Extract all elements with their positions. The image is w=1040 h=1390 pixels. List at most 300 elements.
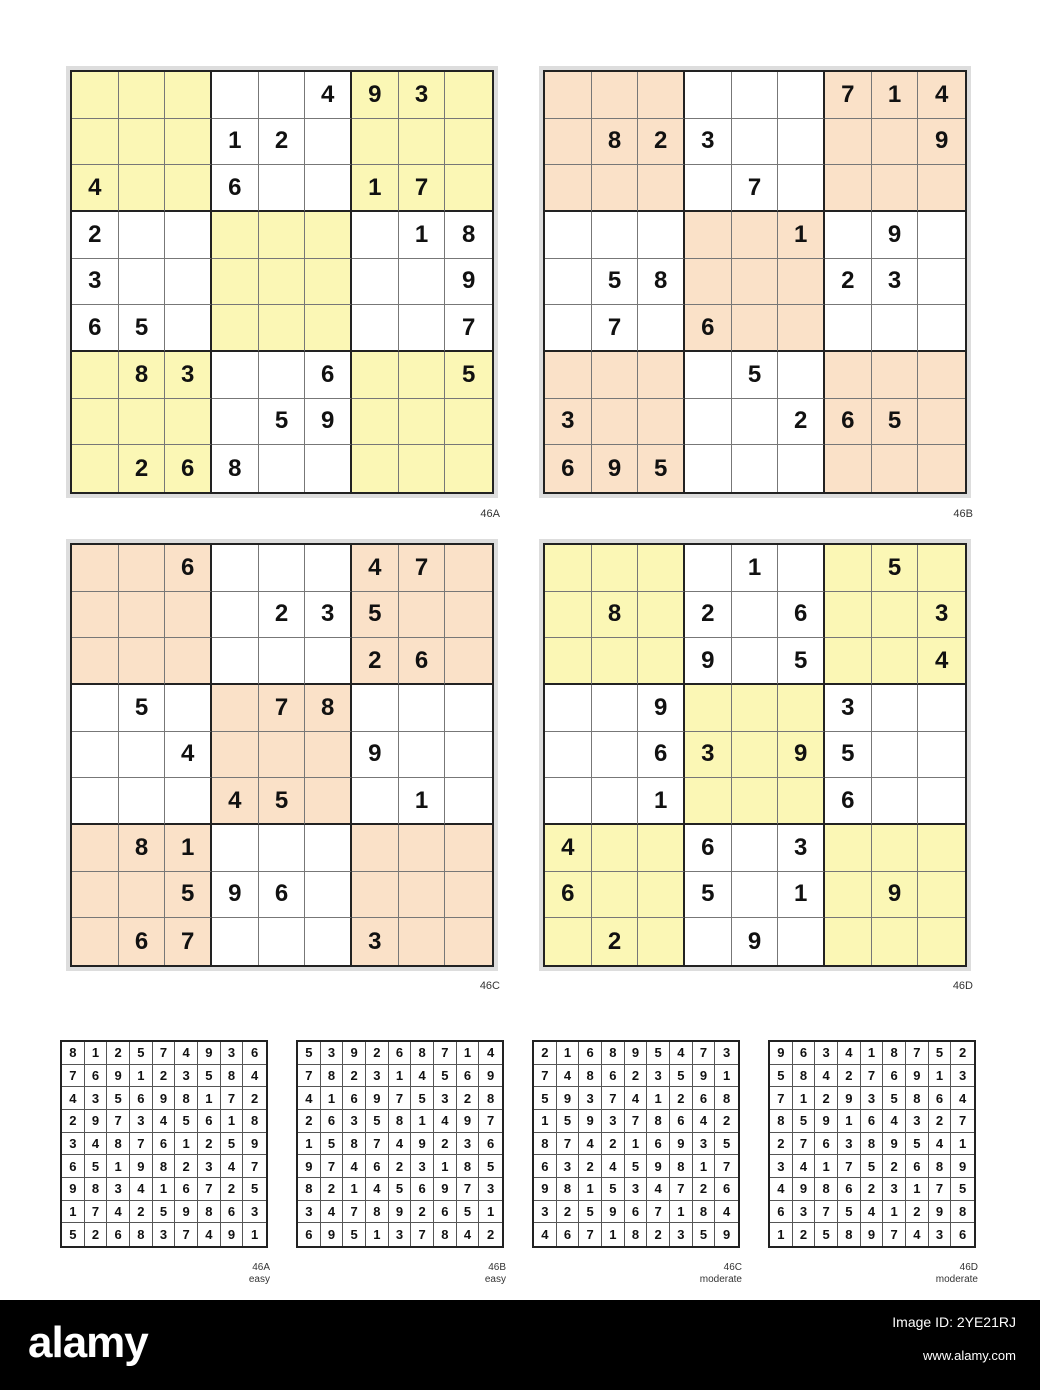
puzzle-cell[interactable]	[165, 685, 212, 732]
puzzle-cell[interactable]: 8	[592, 119, 639, 166]
puzzle-cell[interactable]	[918, 918, 965, 965]
puzzle-cell[interactable]	[732, 825, 779, 872]
puzzle-cell[interactable]	[445, 72, 492, 119]
puzzle-cell[interactable]: 2	[259, 592, 306, 639]
puzzle-cell[interactable]: 5	[685, 872, 732, 919]
puzzle-cell[interactable]: 6	[212, 165, 259, 212]
puzzle-cell[interactable]	[259, 352, 306, 399]
puzzle-cell[interactable]: 9	[872, 872, 919, 919]
puzzle-cell[interactable]: 1	[212, 119, 259, 166]
puzzle-cell[interactable]	[212, 72, 259, 119]
puzzle-cell[interactable]	[399, 825, 446, 872]
puzzle-cell[interactable]: 5	[592, 259, 639, 306]
puzzle-cell[interactable]	[445, 918, 492, 965]
puzzle-cell[interactable]	[72, 918, 119, 965]
puzzle-cell[interactable]	[872, 445, 919, 492]
puzzle-cell[interactable]	[165, 399, 212, 446]
puzzle-cell[interactable]	[399, 592, 446, 639]
puzzle-cell[interactable]: 5	[825, 732, 872, 779]
puzzle-cell[interactable]	[732, 212, 779, 259]
puzzle-cell[interactable]	[778, 352, 825, 399]
puzzle-cell[interactable]: 9	[445, 259, 492, 306]
puzzle-cell[interactable]	[918, 872, 965, 919]
puzzle-cell[interactable]	[305, 918, 352, 965]
puzzle-cell[interactable]: 8	[638, 259, 685, 306]
puzzle-cell[interactable]	[638, 72, 685, 119]
puzzle-cell[interactable]: 9	[778, 732, 825, 779]
puzzle-cell[interactable]	[638, 638, 685, 685]
puzzle-cell[interactable]	[305, 732, 352, 779]
puzzle-cell[interactable]	[825, 165, 872, 212]
puzzle-cell[interactable]	[592, 872, 639, 919]
puzzle-cell[interactable]	[778, 119, 825, 166]
puzzle-cell[interactable]	[399, 872, 446, 919]
puzzle-cell[interactable]	[685, 685, 732, 732]
puzzle-cell[interactable]: 3	[685, 732, 732, 779]
puzzle-cell[interactable]: 5	[352, 592, 399, 639]
puzzle-cell[interactable]	[165, 119, 212, 166]
puzzle-cell[interactable]: 6	[399, 638, 446, 685]
puzzle-cell[interactable]	[545, 212, 592, 259]
puzzle-cell[interactable]	[825, 825, 872, 872]
puzzle-cell[interactable]	[872, 638, 919, 685]
puzzle-cell[interactable]	[445, 445, 492, 492]
puzzle-cell[interactable]	[918, 352, 965, 399]
puzzle-cell[interactable]	[72, 685, 119, 732]
puzzle-cell[interactable]	[119, 872, 166, 919]
puzzle-cell[interactable]	[872, 778, 919, 825]
puzzle-cell[interactable]	[918, 825, 965, 872]
puzzle-cell[interactable]: 6	[778, 592, 825, 639]
puzzle-cell[interactable]	[545, 119, 592, 166]
puzzle-cell[interactable]	[352, 872, 399, 919]
puzzle-cell[interactable]	[545, 305, 592, 352]
puzzle-cell[interactable]: 7	[399, 165, 446, 212]
puzzle-cell[interactable]	[825, 545, 872, 592]
puzzle-cell[interactable]	[259, 212, 306, 259]
puzzle-cell[interactable]	[259, 305, 306, 352]
puzzle-cell[interactable]	[165, 165, 212, 212]
puzzle-cell[interactable]	[72, 352, 119, 399]
puzzle-cell[interactable]: 8	[305, 685, 352, 732]
puzzle-cell[interactable]	[685, 445, 732, 492]
puzzle-cell[interactable]	[165, 259, 212, 306]
puzzle-cell[interactable]: 7	[732, 165, 779, 212]
puzzle-cell[interactable]	[165, 592, 212, 639]
puzzle-cell[interactable]: 6	[685, 305, 732, 352]
puzzle-cell[interactable]	[732, 732, 779, 779]
puzzle-cell[interactable]: 9	[872, 212, 919, 259]
puzzle-cell[interactable]	[72, 445, 119, 492]
puzzle-cell[interactable]: 3	[72, 259, 119, 306]
puzzle-cell[interactable]: 3	[918, 592, 965, 639]
puzzle-cell[interactable]: 4	[165, 732, 212, 779]
puzzle-cell[interactable]	[305, 165, 352, 212]
puzzle-cell[interactable]	[259, 72, 306, 119]
puzzle-cell[interactable]: 1	[872, 72, 919, 119]
puzzle-cell[interactable]	[399, 399, 446, 446]
puzzle-cell[interactable]: 5	[259, 399, 306, 446]
puzzle-cell[interactable]	[212, 638, 259, 685]
puzzle-cell[interactable]	[119, 259, 166, 306]
puzzle-cell[interactable]	[685, 778, 732, 825]
puzzle-cell[interactable]	[872, 732, 919, 779]
puzzle-cell[interactable]	[638, 305, 685, 352]
puzzle-cell[interactable]	[685, 212, 732, 259]
puzzle-cell[interactable]: 3	[872, 259, 919, 306]
puzzle-cell[interactable]: 2	[778, 399, 825, 446]
puzzle-cell[interactable]	[918, 259, 965, 306]
puzzle-cell[interactable]: 6	[165, 545, 212, 592]
puzzle-cell[interactable]	[592, 352, 639, 399]
puzzle-cell[interactable]	[732, 399, 779, 446]
puzzle-cell[interactable]	[445, 872, 492, 919]
puzzle-cell[interactable]	[445, 778, 492, 825]
puzzle-cell[interactable]	[545, 638, 592, 685]
puzzle-cell[interactable]	[399, 685, 446, 732]
puzzle-cell[interactable]	[119, 119, 166, 166]
puzzle-cell[interactable]	[119, 212, 166, 259]
puzzle-cell[interactable]	[399, 305, 446, 352]
puzzle-cell[interactable]	[212, 305, 259, 352]
puzzle-cell[interactable]: 3	[545, 399, 592, 446]
puzzle-cell[interactable]: 1	[399, 778, 446, 825]
puzzle-cell[interactable]: 3	[352, 918, 399, 965]
puzzle-cell[interactable]	[445, 399, 492, 446]
puzzle-cell[interactable]	[305, 825, 352, 872]
puzzle-cell[interactable]	[918, 545, 965, 592]
puzzle-cell[interactable]: 1	[638, 778, 685, 825]
puzzle-cell[interactable]	[305, 305, 352, 352]
puzzle-cell[interactable]	[165, 305, 212, 352]
puzzle-cell[interactable]	[825, 445, 872, 492]
puzzle-cell[interactable]	[732, 778, 779, 825]
puzzle-cell[interactable]: 5	[872, 399, 919, 446]
puzzle-cell[interactable]: 6	[165, 445, 212, 492]
puzzle-cell[interactable]: 5	[872, 545, 919, 592]
puzzle-cell[interactable]	[825, 305, 872, 352]
puzzle-cell[interactable]	[825, 352, 872, 399]
puzzle-cell[interactable]	[399, 918, 446, 965]
puzzle-cell[interactable]	[872, 119, 919, 166]
puzzle-cell[interactable]: 2	[638, 119, 685, 166]
puzzle-cell[interactable]	[72, 592, 119, 639]
puzzle-cell[interactable]: 6	[825, 778, 872, 825]
puzzle-cell[interactable]: 5	[119, 685, 166, 732]
puzzle-cell[interactable]: 3	[399, 72, 446, 119]
puzzle-cell[interactable]	[545, 685, 592, 732]
puzzle-cell[interactable]	[352, 445, 399, 492]
puzzle-cell[interactable]: 8	[119, 825, 166, 872]
puzzle-cell[interactable]	[872, 825, 919, 872]
puzzle-cell[interactable]	[352, 352, 399, 399]
puzzle-cell[interactable]	[399, 119, 446, 166]
puzzle-cell[interactable]	[685, 918, 732, 965]
puzzle-cell[interactable]	[352, 305, 399, 352]
puzzle-cell[interactable]	[732, 592, 779, 639]
puzzle-cell[interactable]	[592, 825, 639, 872]
puzzle-cell[interactable]	[638, 352, 685, 399]
puzzle-cell[interactable]	[445, 732, 492, 779]
puzzle-cell[interactable]	[592, 212, 639, 259]
puzzle-cell[interactable]	[305, 212, 352, 259]
puzzle-cell[interactable]: 4	[305, 72, 352, 119]
puzzle-cell[interactable]: 3	[825, 685, 872, 732]
puzzle-cell[interactable]	[445, 592, 492, 639]
puzzle-cell[interactable]	[685, 352, 732, 399]
puzzle-cell[interactable]: 5	[259, 778, 306, 825]
puzzle-cell[interactable]: 4	[212, 778, 259, 825]
puzzle-cell[interactable]: 9	[352, 732, 399, 779]
puzzle-cell[interactable]	[165, 212, 212, 259]
puzzle-cell[interactable]: 8	[119, 352, 166, 399]
puzzle-cell[interactable]: 1	[732, 545, 779, 592]
puzzle-cell[interactable]	[399, 732, 446, 779]
puzzle-cell[interactable]	[732, 72, 779, 119]
puzzle-cell[interactable]	[119, 592, 166, 639]
puzzle-cell[interactable]: 3	[305, 592, 352, 639]
puzzle-cell[interactable]	[545, 778, 592, 825]
puzzle-cell[interactable]: 1	[399, 212, 446, 259]
puzzle-cell[interactable]: 9	[352, 72, 399, 119]
puzzle-cell[interactable]	[638, 825, 685, 872]
puzzle-cell[interactable]: 1	[778, 872, 825, 919]
puzzle-cell[interactable]	[732, 872, 779, 919]
puzzle-cell[interactable]: 5	[778, 638, 825, 685]
puzzle-cell[interactable]: 7	[592, 305, 639, 352]
puzzle-cell[interactable]	[259, 825, 306, 872]
puzzle-cell[interactable]: 5	[732, 352, 779, 399]
puzzle-cell[interactable]	[212, 685, 259, 732]
puzzle-cell[interactable]	[445, 685, 492, 732]
puzzle-cell[interactable]	[638, 399, 685, 446]
puzzle-cell[interactable]	[305, 119, 352, 166]
puzzle-cell[interactable]	[592, 778, 639, 825]
puzzle-cell[interactable]	[825, 638, 872, 685]
puzzle-cell[interactable]	[119, 399, 166, 446]
puzzle-cell[interactable]: 9	[685, 638, 732, 685]
puzzle-cell[interactable]	[72, 545, 119, 592]
puzzle-cell[interactable]	[119, 638, 166, 685]
puzzle-cell[interactable]: 1	[778, 212, 825, 259]
puzzle-cell[interactable]	[778, 305, 825, 352]
puzzle-cell[interactable]	[352, 778, 399, 825]
puzzle-cell[interactable]	[732, 685, 779, 732]
puzzle-cell[interactable]	[72, 732, 119, 779]
puzzle-cell[interactable]	[399, 352, 446, 399]
puzzle-cell[interactable]	[259, 165, 306, 212]
puzzle-cell[interactable]	[592, 545, 639, 592]
puzzle-cell[interactable]	[732, 305, 779, 352]
puzzle-cell[interactable]	[638, 165, 685, 212]
puzzle-cell[interactable]: 5	[638, 445, 685, 492]
puzzle-cell[interactable]	[685, 399, 732, 446]
puzzle-cell[interactable]	[778, 685, 825, 732]
puzzle-cell[interactable]	[778, 72, 825, 119]
puzzle-cell[interactable]	[305, 872, 352, 919]
puzzle-cell[interactable]	[259, 732, 306, 779]
puzzle-cell[interactable]: 9	[305, 399, 352, 446]
puzzle-cell[interactable]	[72, 872, 119, 919]
puzzle-cell[interactable]	[352, 212, 399, 259]
puzzle-cell[interactable]	[259, 638, 306, 685]
puzzle-cell[interactable]	[872, 305, 919, 352]
puzzle-cell[interactable]	[918, 685, 965, 732]
puzzle-cell[interactable]	[732, 119, 779, 166]
puzzle-cell[interactable]: 9	[592, 445, 639, 492]
puzzle-cell[interactable]	[778, 445, 825, 492]
puzzle-cell[interactable]	[732, 638, 779, 685]
puzzle-cell[interactable]	[872, 352, 919, 399]
puzzle-cell[interactable]: 1	[165, 825, 212, 872]
puzzle-cell[interactable]	[732, 259, 779, 306]
puzzle-cell[interactable]	[72, 72, 119, 119]
puzzle-cell[interactable]	[165, 778, 212, 825]
puzzle-cell[interactable]	[119, 732, 166, 779]
puzzle-cell[interactable]: 6	[259, 872, 306, 919]
puzzle-cell[interactable]	[825, 212, 872, 259]
puzzle-cell[interactable]	[259, 259, 306, 306]
puzzle-cell[interactable]	[212, 545, 259, 592]
puzzle-cell[interactable]	[545, 592, 592, 639]
puzzle-cell[interactable]: 8	[445, 212, 492, 259]
puzzle-cell[interactable]	[119, 778, 166, 825]
puzzle-cell[interactable]	[592, 399, 639, 446]
puzzle-cell[interactable]: 2	[685, 592, 732, 639]
puzzle-cell[interactable]	[545, 352, 592, 399]
puzzle-cell[interactable]	[305, 259, 352, 306]
puzzle-cell[interactable]	[592, 165, 639, 212]
puzzle-cell[interactable]	[592, 685, 639, 732]
puzzle-cell[interactable]: 8	[592, 592, 639, 639]
puzzle-cell[interactable]	[918, 305, 965, 352]
puzzle-cell[interactable]: 2	[825, 259, 872, 306]
puzzle-cell[interactable]	[778, 545, 825, 592]
puzzle-cell[interactable]	[918, 445, 965, 492]
puzzle-cell[interactable]: 4	[352, 545, 399, 592]
puzzle-cell[interactable]: 4	[545, 825, 592, 872]
puzzle-cell[interactable]	[545, 918, 592, 965]
puzzle-cell[interactable]	[165, 638, 212, 685]
puzzle-cell[interactable]	[685, 545, 732, 592]
puzzle-cell[interactable]	[445, 825, 492, 872]
puzzle-cell[interactable]: 6	[72, 305, 119, 352]
puzzle-cell[interactable]	[305, 778, 352, 825]
puzzle-cell[interactable]: 2	[352, 638, 399, 685]
puzzle-cell[interactable]	[399, 259, 446, 306]
puzzle-cell[interactable]	[72, 638, 119, 685]
puzzle-cell[interactable]	[825, 119, 872, 166]
puzzle-cell[interactable]	[352, 825, 399, 872]
puzzle-cell[interactable]: 6	[305, 352, 352, 399]
puzzle-cell[interactable]	[259, 445, 306, 492]
puzzle-cell[interactable]	[72, 778, 119, 825]
puzzle-cell[interactable]: 6	[685, 825, 732, 872]
puzzle-cell[interactable]	[545, 259, 592, 306]
puzzle-cell[interactable]: 3	[685, 119, 732, 166]
puzzle-cell[interactable]	[545, 165, 592, 212]
puzzle-cell[interactable]	[72, 825, 119, 872]
puzzle-cell[interactable]: 2	[259, 119, 306, 166]
puzzle-cell[interactable]	[638, 212, 685, 259]
puzzle-cell[interactable]: 6	[545, 872, 592, 919]
puzzle-cell[interactable]: 9	[732, 918, 779, 965]
puzzle-cell[interactable]	[685, 165, 732, 212]
puzzle-cell[interactable]	[778, 778, 825, 825]
puzzle-cell[interactable]	[778, 259, 825, 306]
puzzle-cell[interactable]: 9	[638, 685, 685, 732]
puzzle-cell[interactable]: 2	[119, 445, 166, 492]
puzzle-cell[interactable]: 5	[445, 352, 492, 399]
puzzle-cell[interactable]: 7	[399, 545, 446, 592]
puzzle-cell[interactable]: 8	[212, 445, 259, 492]
puzzle-cell[interactable]	[872, 592, 919, 639]
puzzle-cell[interactable]: 3	[165, 352, 212, 399]
puzzle-cell[interactable]: 5	[165, 872, 212, 919]
puzzle-cell[interactable]: 4	[918, 72, 965, 119]
puzzle-cell[interactable]	[212, 825, 259, 872]
puzzle-cell[interactable]	[212, 918, 259, 965]
puzzle-cell[interactable]	[259, 545, 306, 592]
puzzle-cell[interactable]: 4	[72, 165, 119, 212]
puzzle-cell[interactable]	[778, 918, 825, 965]
puzzle-cell[interactable]	[825, 592, 872, 639]
puzzle-cell[interactable]: 7	[259, 685, 306, 732]
puzzle-cell[interactable]	[305, 545, 352, 592]
puzzle-cell[interactable]	[592, 72, 639, 119]
puzzle-cell[interactable]	[872, 918, 919, 965]
puzzle-cell[interactable]: 3	[778, 825, 825, 872]
puzzle-cell[interactable]	[445, 638, 492, 685]
puzzle-cell[interactable]	[305, 638, 352, 685]
puzzle-cell[interactable]	[918, 778, 965, 825]
puzzle-cell[interactable]	[918, 212, 965, 259]
puzzle-cell[interactable]	[685, 259, 732, 306]
puzzle-cell[interactable]	[212, 259, 259, 306]
puzzle-cell[interactable]	[352, 399, 399, 446]
puzzle-cell[interactable]	[592, 732, 639, 779]
puzzle-cell[interactable]	[872, 165, 919, 212]
puzzle-cell[interactable]	[119, 165, 166, 212]
puzzle-cell[interactable]	[445, 545, 492, 592]
puzzle-cell[interactable]	[165, 72, 212, 119]
puzzle-cell[interactable]	[545, 72, 592, 119]
puzzle-cell[interactable]	[638, 872, 685, 919]
puzzle-cell[interactable]	[352, 259, 399, 306]
puzzle-cell[interactable]	[732, 445, 779, 492]
puzzle-cell[interactable]	[638, 918, 685, 965]
puzzle-cell[interactable]	[638, 545, 685, 592]
puzzle-cell[interactable]	[918, 165, 965, 212]
puzzle-cell[interactable]	[212, 732, 259, 779]
puzzle-cell[interactable]: 9	[918, 119, 965, 166]
puzzle-cell[interactable]: 6	[119, 918, 166, 965]
puzzle-cell[interactable]: 5	[119, 305, 166, 352]
puzzle-cell[interactable]	[212, 399, 259, 446]
puzzle-cell[interactable]	[119, 545, 166, 592]
puzzle-cell[interactable]: 6	[825, 399, 872, 446]
puzzle-cell[interactable]	[592, 638, 639, 685]
puzzle-cell[interactable]	[872, 685, 919, 732]
puzzle-cell[interactable]: 2	[72, 212, 119, 259]
puzzle-cell[interactable]: 7	[445, 305, 492, 352]
puzzle-cell[interactable]	[445, 119, 492, 166]
puzzle-cell[interactable]	[445, 165, 492, 212]
puzzle-cell[interactable]: 7	[165, 918, 212, 965]
puzzle-cell[interactable]: 1	[352, 165, 399, 212]
puzzle-cell[interactable]: 6	[545, 445, 592, 492]
puzzle-cell[interactable]	[399, 445, 446, 492]
